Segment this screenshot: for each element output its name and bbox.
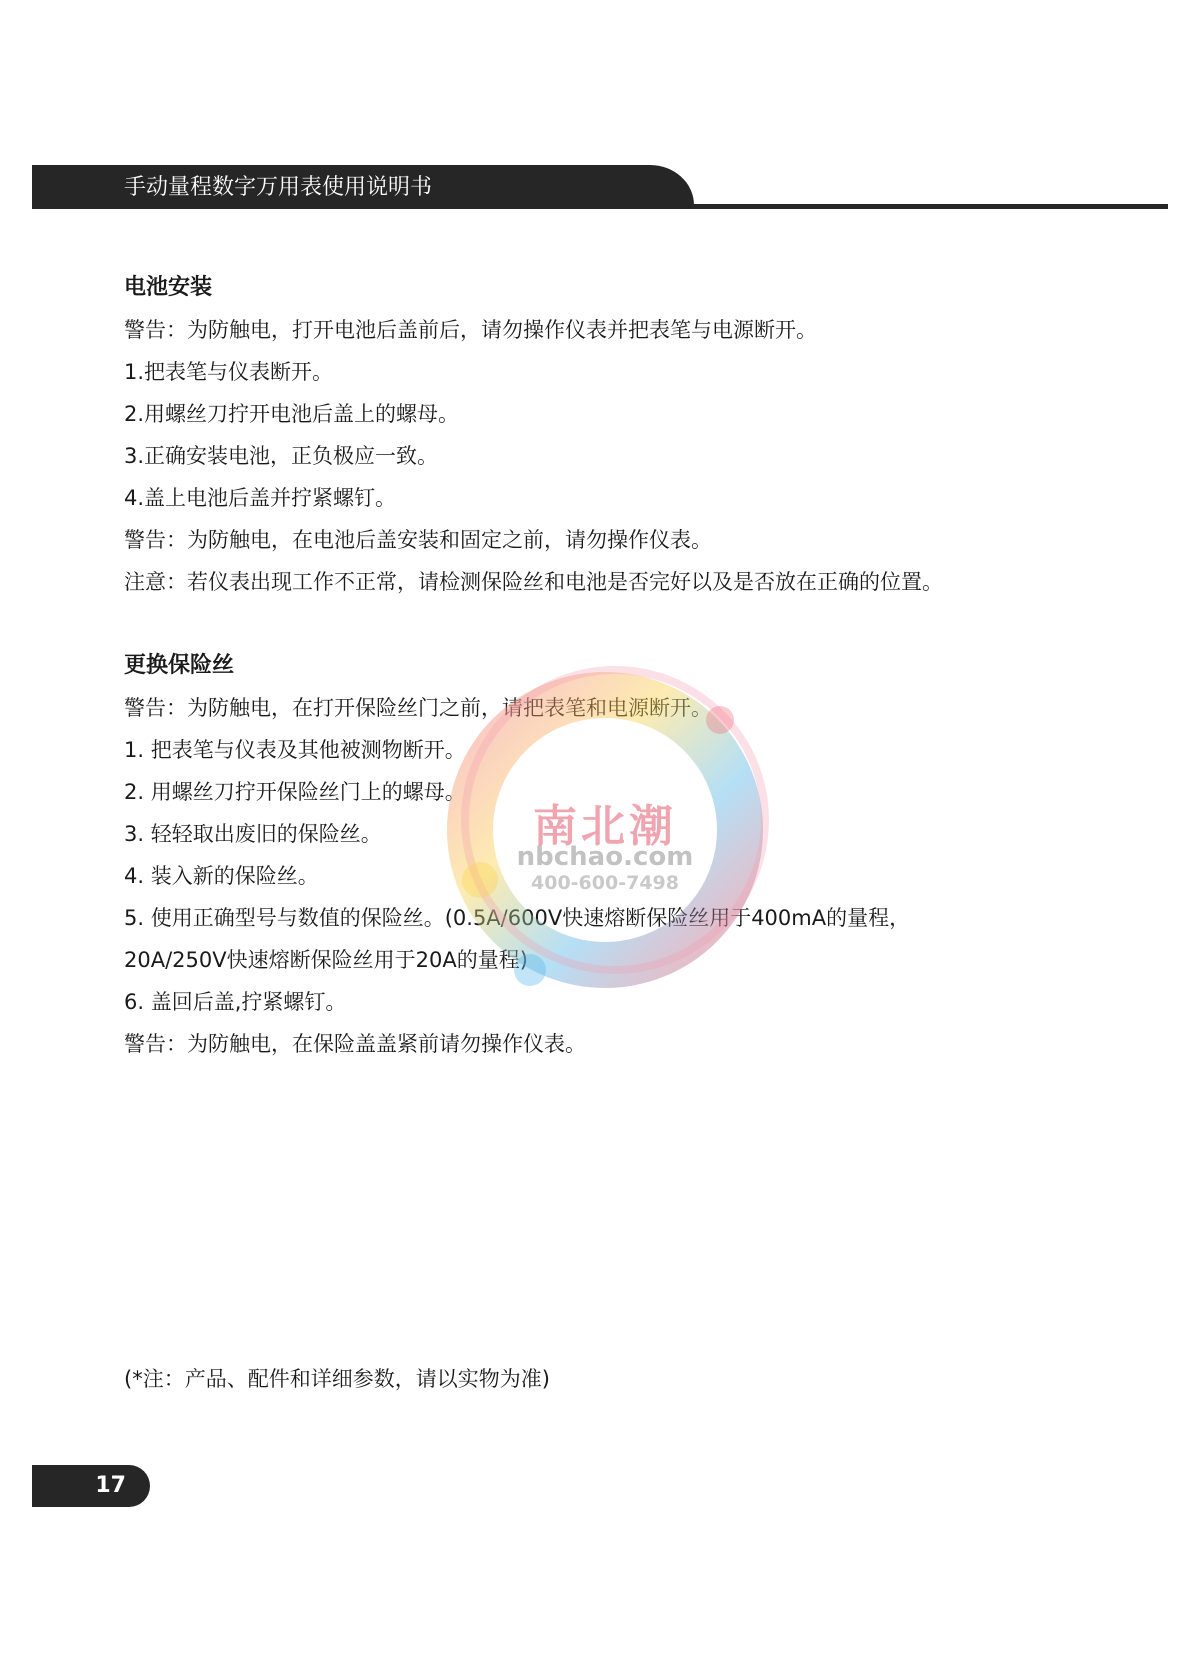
text-line: 2.用螺丝刀拧开电池后盖上的螺母。 (124, 402, 460, 426)
text-line: 5. 使用正确型号与数值的保险丝。(0.5A/600V快速熔断保险丝用于400mA的量程， (124, 906, 911, 930)
section-heading: 电池安装 (124, 275, 213, 300)
header-rule (32, 204, 1168, 209)
footnote: (*注：产品、配件和详细参数，请以实物为准) (124, 1367, 550, 1391)
text-line: 警告：为防触电，在打开保险丝门之前，请把表笔和电源断开。 (124, 696, 712, 720)
text-line: 6. 盖回后盖,拧紧螺钉。 (124, 990, 347, 1014)
text-line: 3. 轻轻取出废旧的保险丝。 (124, 822, 382, 846)
section-fuse-replace (124, 645, 1124, 1065)
text-line: 1.把表笔与仪表断开。 (124, 360, 334, 384)
text-line: 警告：为防触电，在电池后盖安装和固定之前，请勿操作仪表。 (124, 528, 712, 552)
section-battery-install (124, 267, 1124, 603)
text-line: 警告：为防触电，在保险盖盖紧前请勿操作仪表。 (124, 1032, 586, 1056)
text-line: 1. 把表笔与仪表及其他被测物断开。 (124, 738, 466, 762)
document-title: 手动量程数字万用表使用说明书 (124, 175, 433, 200)
text-line: 3.正确安装电池，正负极应一致。 (124, 444, 439, 468)
watermark-phone: 400-600-7498 (531, 872, 679, 894)
text-line: 4. 装入新的保险丝。 (124, 864, 319, 888)
text-line: 4.盖上电池后盖并拧紧螺钉。 (124, 486, 397, 510)
text-line: 警告：为防触电，打开电池后盖前后，请勿操作仪表并把表笔与电源断开。 (124, 318, 817, 342)
text-line: 注意：若仪表出现工作不正常，请检测保险丝和电池是否完好以及是否放在正确的位置。 (124, 570, 943, 594)
page-number: 17 (32, 1465, 150, 1507)
watermark-en: nbchao.com (516, 842, 694, 872)
text-line: 20A/250V快速熔断保险丝用于20A的量程) (124, 948, 528, 972)
text-line: 2. 用螺丝刀拧开保险丝门上的螺母。 (124, 780, 466, 804)
section-heading: 更换保险丝 (124, 653, 235, 678)
watermark-cn: 南北潮 (533, 801, 677, 852)
